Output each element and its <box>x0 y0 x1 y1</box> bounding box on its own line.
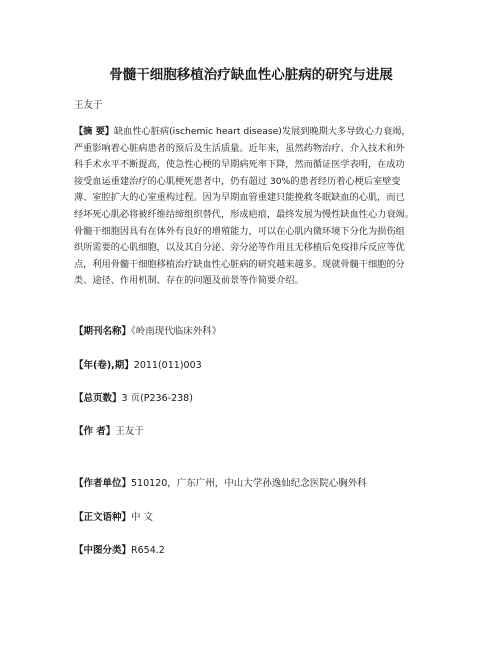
meta-classification <box>74 542 165 556</box>
meta-affiliation <box>74 475 367 489</box>
meta-value: 中 文 <box>131 512 154 523</box>
abstract-line: 科手术水平不断提高，使急性心梗的早期病死率下降，然而循证医学表明，在成功 <box>74 159 405 171</box>
meta-journal <box>74 323 221 337</box>
meta-value: R654.2 <box>131 545 165 556</box>
meta-author <box>74 423 144 437</box>
abstract-line: 骨髓干细胞因具有在体外有良好的增殖能力，可以在心肌内微环境下分化为损伤组 <box>74 225 405 237</box>
abstract-line: 经坏死心肌必将被纤维结缔组织替代，形成疤痕，最终发展为慢性缺血性心力衰竭。 <box>74 208 414 220</box>
meta-label: 【作 者】 <box>74 426 116 437</box>
meta-value: 王友于 <box>115 426 144 437</box>
meta-label: 【正文语种】 <box>74 512 132 523</box>
meta-label: 【期刊名称】 <box>74 326 132 337</box>
meta-language <box>74 509 153 523</box>
abstract-line: 类、途径、作用机制、存在的问题及前景等作简要介绍。 <box>74 275 304 287</box>
meta-pages <box>74 390 193 404</box>
meta-volume <box>74 357 202 371</box>
meta-value: 510120，广东广州，中山大学孙逸仙纪念医院心胸外科 <box>131 478 367 489</box>
abstract-line <box>74 124 434 141</box>
author-line: 王友于 <box>74 100 103 111</box>
meta-value: 《岭南现代临床外科》 <box>131 326 222 337</box>
meta-label: 【总页数】 <box>74 393 122 404</box>
abstract-line: 严重影响着心脏病患者的预后及生活质量。近年来，虽然药物治疗、介入技术和外 <box>74 142 405 154</box>
abstract-text: 缺血性心脏病(ischemic heart disease)发展到晚期大多导致心力衰竭， <box>113 126 411 137</box>
article-title: 骨髓干细胞移植治疗缺血性心脏病的研究与进展 <box>109 67 393 83</box>
meta-label: 【中图分类】 <box>74 545 132 556</box>
meta-value: 3 页(P236-238) <box>121 393 193 404</box>
meta-label: 【年(卷),期】 <box>74 360 134 371</box>
abstract-line: 点，利用骨髓干细胞移植治疗缺血性心脏病的研究越来越多。现就骨髓干细胞的分 <box>74 258 405 270</box>
meta-label: 【作者单位】 <box>74 478 132 489</box>
meta-value: 2011(011)003 <box>133 360 202 371</box>
abstract-block <box>74 124 434 290</box>
abstract-line: 织所需要的心肌细胞，以及其自分泌、旁分泌等作用且无移植后免疫排斥反应等优 <box>74 242 405 254</box>
abstract-label: 【摘 要】 <box>74 126 114 137</box>
abstract-line: 接受血运重建治疗的心肌梗死患者中，仍有超过 30%的患者经历着心梗后室壁变 <box>74 175 401 187</box>
abstract-line: 薄、室腔扩大的心室重构过程。因为早期血管重建只能挽救冬眠缺血的心肌，而已 <box>74 192 405 204</box>
